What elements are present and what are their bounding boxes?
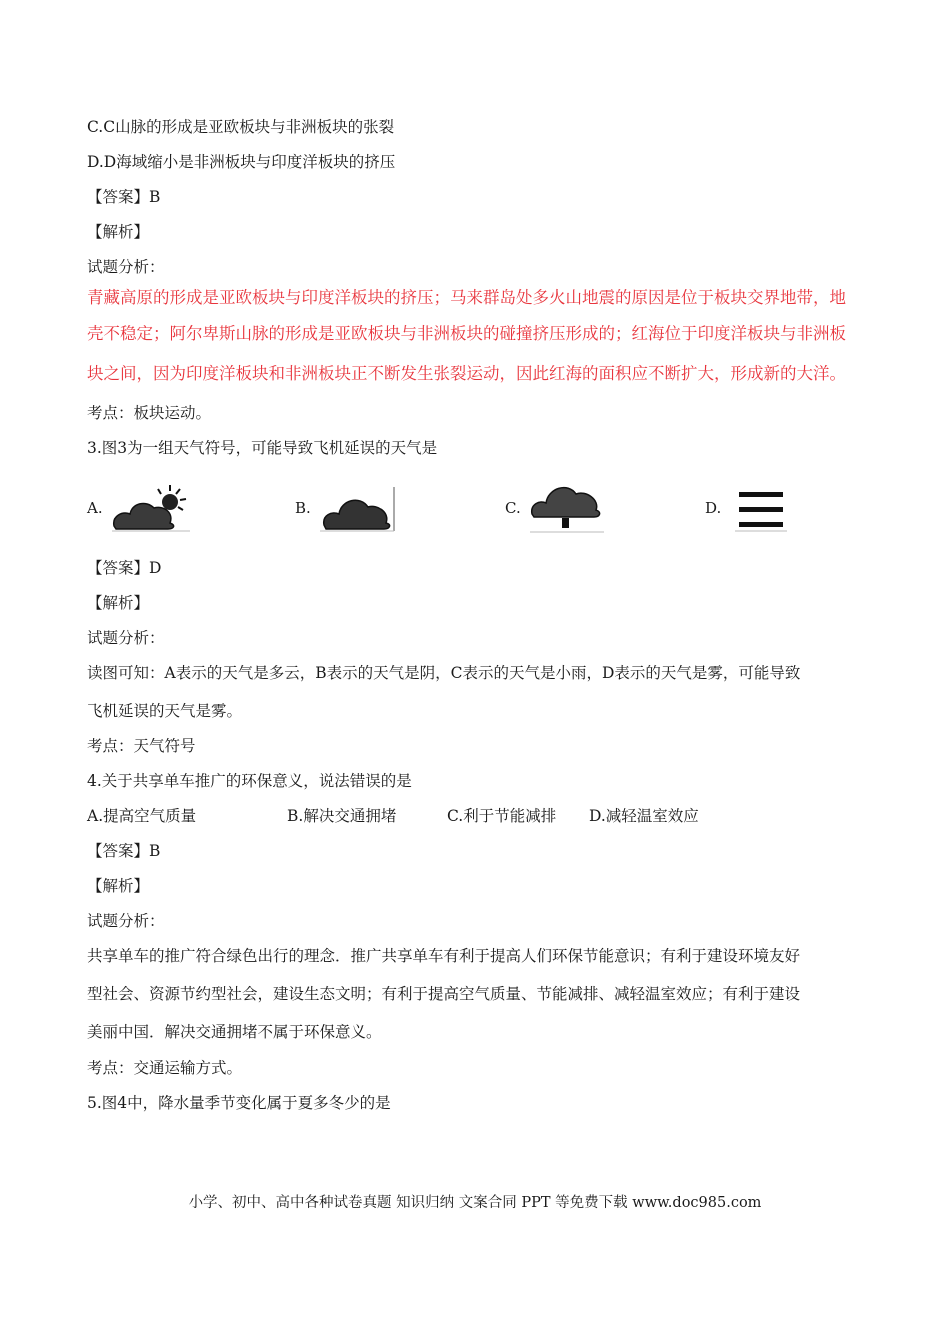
answer: 【答案】B xyxy=(87,188,161,206)
option-d-label: D. xyxy=(705,499,722,517)
kaodian: 考点：天气符号 xyxy=(87,737,196,755)
explanation-line: 块之间，因为印度洋板块和非洲板块正不断发生张裂运动，因此红海的面积应不断扩大，形成新的大洋。 xyxy=(87,364,846,383)
option-d: D.减轻温室效应 xyxy=(589,807,699,825)
question-3: 3.图3为一组天气符号，可能导致飞机延误的天气是 xyxy=(87,439,438,457)
analysis-label: 试题分析： xyxy=(87,629,165,647)
question-4: 4.关于共享单车推广的环保意义，说法错误的是 xyxy=(87,772,412,790)
cloudy-sun-icon xyxy=(110,483,190,533)
question-5: 5.图4中，降水量季节变化属于夏多冬少的是 xyxy=(87,1094,391,1112)
kaodian: 考点：交通运输方式。 xyxy=(87,1059,243,1077)
option-c-label: C. xyxy=(505,499,521,517)
answer: 【答案】D xyxy=(87,559,162,577)
option-a-label: A. xyxy=(87,499,103,517)
page-footer: 小学、初中、高中各种试卷真题 知识归纳 文案合同 PPT 等免费下载 www.doc985.com xyxy=(188,1195,762,1211)
option-a: A.提高空气质量 xyxy=(87,807,197,825)
explanation-line: 壳不稳定；阿尔卑斯山脉的形成是亚欧板块与非洲板块的碰撞挤压形成的；红海位于印度洋板块与非洲板 xyxy=(87,324,846,343)
option-d: D.D海域缩小是非洲板块与印度洋板块的挤压 xyxy=(87,153,396,171)
analysis-heading: 【解析】 xyxy=(87,877,150,895)
analysis-label: 试题分析： xyxy=(87,912,165,930)
option-c: C.C山脉的形成是亚欧板块与非洲板块的张裂 xyxy=(87,118,395,136)
option-b-label: B. xyxy=(295,499,311,517)
explanation-line: 青藏高原的形成是亚欧板块与印度洋板块的挤压；马来群岛处多火山地震的原因是位于板块交界地带，地 xyxy=(87,288,846,307)
explanation-line: 读图可知：A表示的天气是多云，B表示的天气是阴，C表示的天气是小雨，D表示的天气是雾，可能导致 xyxy=(87,664,801,682)
analysis-heading: 【解析】 xyxy=(87,223,150,241)
analysis-label: 试题分析： xyxy=(87,258,165,276)
fog-icon xyxy=(735,485,787,533)
explanation-line: 美丽中国．解决交通拥堵不属于环保意义。 xyxy=(87,1023,382,1041)
kaodian: 考点：板块运动。 xyxy=(87,404,212,422)
answer: 【答案】B xyxy=(87,842,161,860)
explanation-line: 飞机延误的天气是雾。 xyxy=(87,702,243,720)
light-rain-icon xyxy=(528,478,608,534)
overcast-icon xyxy=(318,483,398,533)
explanation-line: 型社会、资源节约型社会，建设生态文明；有利于提高空气质量、节能减排、减轻温室效应；有利于建设 xyxy=(87,985,801,1003)
option-b: B.解决交通拥堵 xyxy=(287,807,397,825)
option-c: C.利于节能减排 xyxy=(447,807,557,825)
analysis-heading: 【解析】 xyxy=(87,594,150,612)
explanation-line: 共享单车的推广符合绿色出行的理念．推广共享单车有利于提高人们环保节能意识；有利于建设环境友好 xyxy=(87,947,801,965)
